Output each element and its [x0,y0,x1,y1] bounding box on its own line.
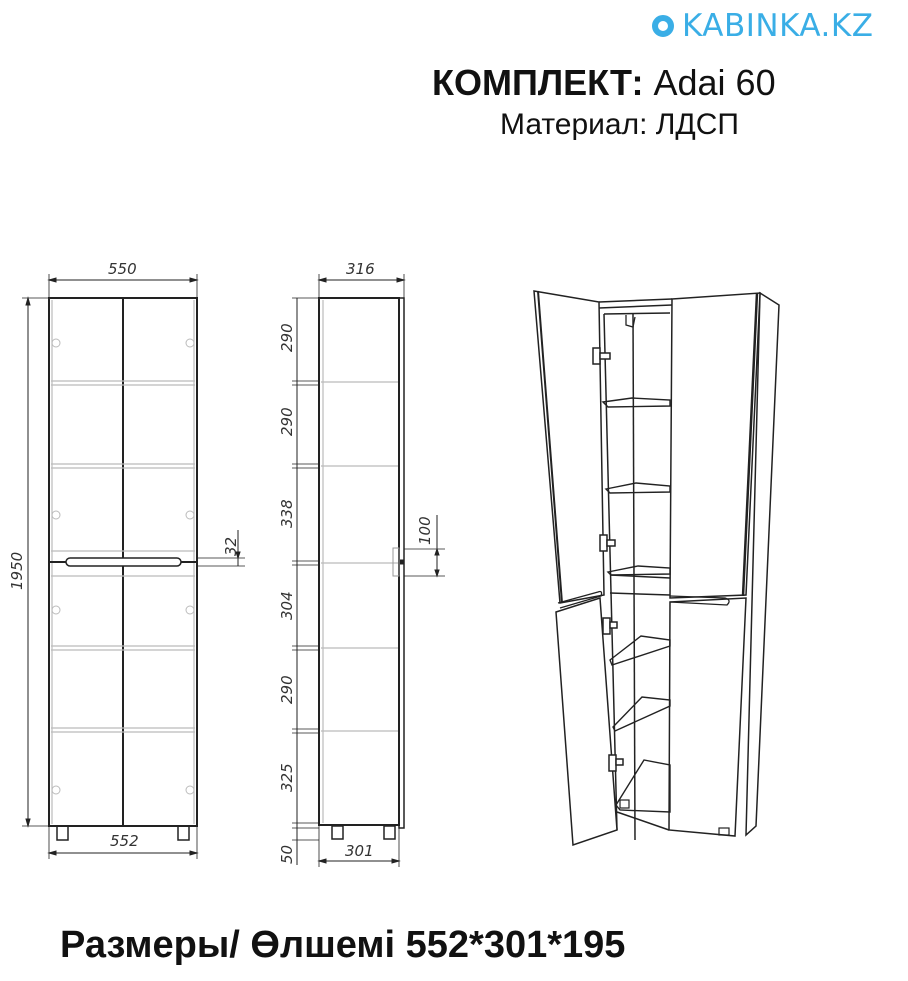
dim-width-top: 550 [108,260,137,278]
side-view [292,274,445,867]
dim-depth-bottom: 301 [345,842,374,860]
dim-section-4: 304 [278,591,296,620]
front-view [22,274,245,859]
dim-width-bottom: 552 [110,832,139,850]
dim-height: 1950 [8,551,26,590]
dim-section-5: 290 [278,675,296,704]
logo-text: KABINKA.KZ [682,8,874,44]
dim-section-2: 290 [278,407,296,436]
kit-name: Adai 60 [653,62,776,103]
dim-handle-height: 100 [416,516,434,545]
isometric-view [534,291,779,845]
material-text: Материал: ЛДСП [500,108,739,141]
dim-handle-offset: 32 [222,536,240,556]
dimensions-caption: Размеры/ Өлшемі 552*301*195 [60,924,626,966]
kit-label: КОМПЛЕКТ: [432,62,644,103]
dim-section-legs: 50 [278,844,296,864]
dim-section-3: 338 [278,499,296,528]
dim-section-1: 290 [278,323,296,352]
dim-section-6: 325 [278,763,296,792]
dim-depth-top: 316 [346,260,375,278]
